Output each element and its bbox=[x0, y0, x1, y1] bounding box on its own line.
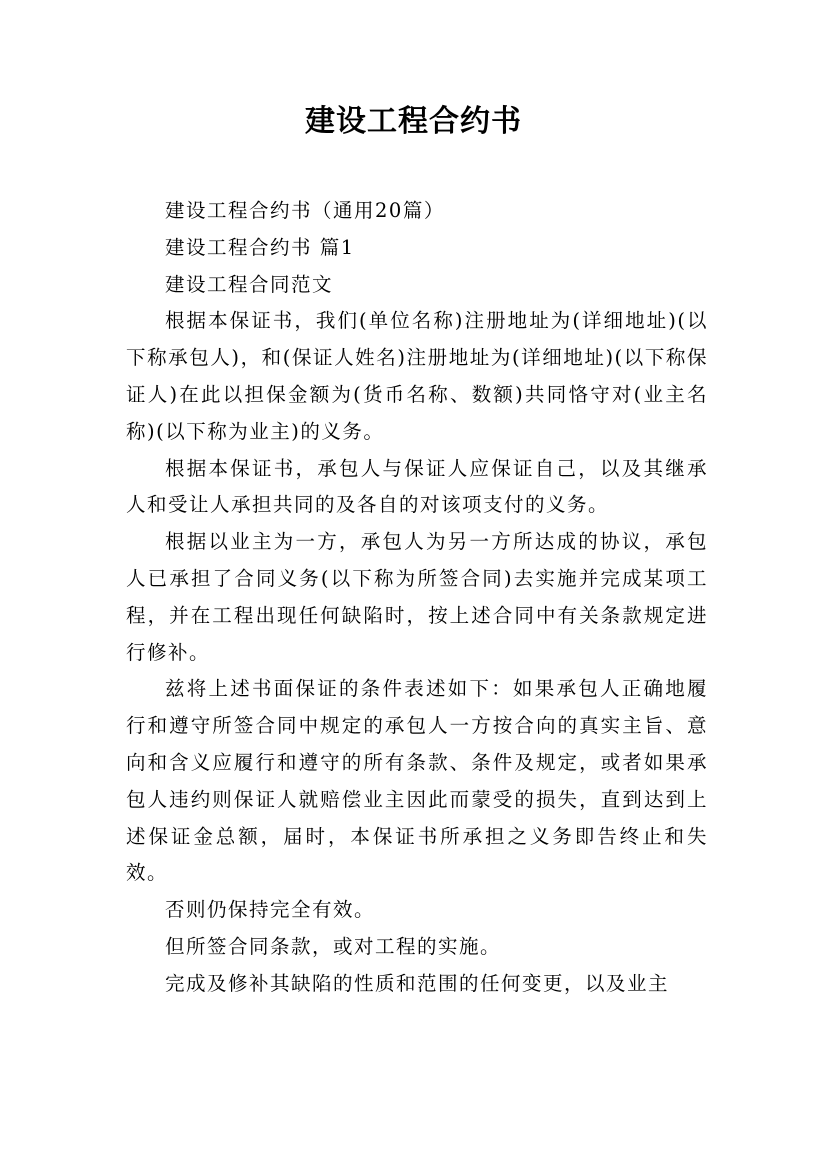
document-body bbox=[126, 193, 708, 1003]
paragraph-guarantee-parties: 根据本保证书，我们(单位名称)注册地址为(详细地址)(以下称承包人)，和(保证人姓名)注册地址为(详细地址)(以下称保证人)在此以担保金额为(货币名称、数额)共同恪守对(业主名称)(以下称为业主)的义务。 bbox=[126, 309, 708, 443]
paragraph-joint-obligation: 根据本保证书，承包人与保证人应保证自己，以及其继承人和受让人承担共同的及各自的对该项支付的义务。 bbox=[126, 456, 708, 517]
paragraph-contract-sample: 建设工程合同范文 bbox=[165, 272, 334, 296]
paragraph-contract-terms: 但所签合同条款，或对工程的实施。 bbox=[165, 934, 502, 958]
document-title: 建设工程合约书 bbox=[305, 104, 522, 139]
paragraph-changes-scope: 完成及修补其缺陷的性质和范围的任何变更，以及业主 bbox=[165, 971, 670, 995]
paragraph-contract-agreement: 根据以业主为一方，承包人为另一方所达成的协议，承包人已承担了合同义务(以下称为所签合同)去实施并完成某项工程，并在工程出现任何缺陷时，按上述合同中有关条款规定进行修补。 bbox=[126, 530, 708, 664]
paragraph-remain-valid: 否则仍保持完全有效。 bbox=[165, 898, 376, 922]
paragraph-guarantee-conditions: 兹将上述书面保证的条件表述如下：如果承包人正确地履行和遵守所签合同中规定的承包人一方按合向的真实主旨、意向和含义应履行和遵守的所有条款、条件及规定，或者如果承包人违约则保证人就赔偿业主因此而蒙受的损失，直到达到上述保证金总额，届时，本保证书所承担之义务即告终止和失效。 bbox=[126, 677, 708, 885]
paragraph-section-heading: 建设工程合约书 篇1 bbox=[165, 235, 355, 259]
paragraph-subtitle: 建设工程合约书（通用20篇） bbox=[165, 199, 445, 222]
